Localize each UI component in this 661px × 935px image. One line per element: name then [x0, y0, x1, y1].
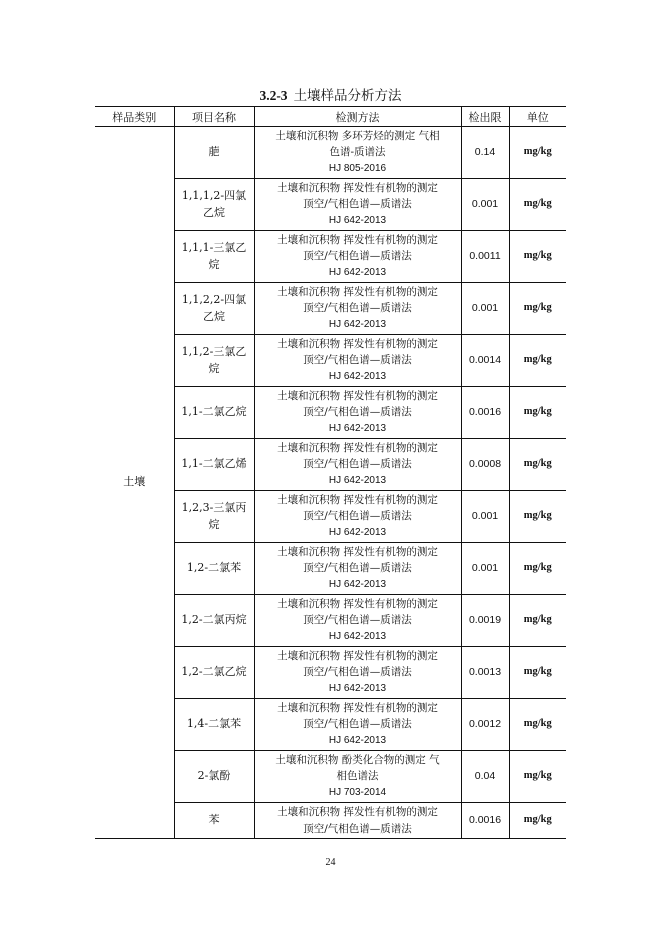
- unit-cell: mg/kg: [509, 647, 566, 699]
- detection-limit-cell: 0.0011: [461, 231, 509, 283]
- header-sample-type: 样品类别: [95, 107, 174, 127]
- detection-limit-cell: 0.0016: [461, 387, 509, 439]
- method-cell: [254, 127, 461, 179]
- method-line: 土壤和沉积物 挥发性有机物的测定: [277, 285, 438, 298]
- detection-limit-cell: 0.001: [461, 491, 509, 543]
- detection-limit-cell: 0.14: [461, 127, 509, 179]
- item-name-cell: [174, 283, 254, 335]
- item-name-line: 1,1-二氯乙烯: [181, 457, 247, 471]
- table-number: 3.2-3: [259, 88, 288, 103]
- item-name-line: 烷: [208, 517, 220, 531]
- unit-cell: mg/kg: [509, 595, 566, 647]
- item-name-cell: [174, 335, 254, 387]
- method-cell: [254, 751, 461, 803]
- method-cell: [254, 231, 461, 283]
- method-line: 顶空/气相色谱—质谱法: [303, 614, 412, 627]
- item-name-line: 1,2-二氯苯: [186, 561, 242, 575]
- item-name-cell: [174, 387, 254, 439]
- detection-limit-cell: 0.001: [461, 543, 509, 595]
- item-name-line: 乙烷: [203, 205, 225, 219]
- table-header-row: [95, 107, 566, 127]
- item-name-line: 萉: [208, 145, 220, 159]
- detection-limit-cell: 0.04: [461, 751, 509, 803]
- detection-limit-cell: 0.001: [461, 283, 509, 335]
- method-standard-code: HJ 642-2013: [328, 422, 387, 434]
- method-standard-code: HJ 642-2013: [328, 474, 387, 486]
- detection-limit-cell: 0.001: [461, 179, 509, 231]
- unit-cell: mg/kg: [509, 127, 566, 179]
- method-line: 顶空/气相色谱—质谱法: [303, 718, 412, 731]
- table-body: [95, 127, 566, 839]
- method-line: 土壤和沉积物 挥发性有机物的测定: [277, 545, 438, 558]
- unit-cell: mg/kg: [509, 751, 566, 803]
- method-line: 顶空/气相色谱—质谱法: [303, 302, 412, 315]
- method-line: 顶空/气相色谱—质谱法: [303, 666, 412, 679]
- item-name-line: 1,1,1-三氯乙: [181, 241, 247, 254]
- item-name-line: 1,1,2-三氯乙: [181, 345, 247, 358]
- method-cell: [254, 595, 461, 647]
- method-line: 顶空/气相色谱—质谱法: [303, 562, 412, 575]
- detection-limit-cell: 0.0016: [461, 803, 509, 839]
- table-title: [0, 84, 661, 104]
- method-cell: [254, 699, 461, 751]
- item-name-line: 1,1,2,2-四氯: [181, 293, 247, 306]
- detection-limit-cell: 0.0019: [461, 595, 509, 647]
- item-name-line: 烷: [208, 361, 220, 375]
- method-line: 相色谱法: [336, 770, 379, 783]
- method-standard-code: HJ 642-2013: [328, 682, 387, 694]
- item-name-line: 2-氯酚: [197, 769, 231, 783]
- method-line: 顶空/气相色谱—质谱法: [303, 822, 412, 835]
- item-name-line: 苯: [208, 813, 220, 827]
- unit-cell: mg/kg: [509, 543, 566, 595]
- unit-cell: mg/kg: [509, 283, 566, 335]
- detection-limit-cell: 0.0014: [461, 335, 509, 387]
- method-line: 顶空/气相色谱—质谱法: [303, 510, 412, 523]
- item-name-line: 烷: [208, 257, 220, 271]
- method-line: 顶空/气相色谱—质谱法: [303, 458, 412, 471]
- table-row: [95, 127, 566, 179]
- method-line: 土壤和沉积物 挥发性有机物的测定: [277, 389, 438, 402]
- method-line: 土壤和沉积物 挥发性有机物的测定: [277, 181, 438, 194]
- method-line: 土壤和沉积物 多环芳烃的测定 气相: [275, 129, 440, 142]
- method-line: 顶空/气相色谱—质谱法: [303, 406, 412, 419]
- unit-cell: mg/kg: [509, 335, 566, 387]
- header-item-name: 项目名称: [174, 107, 254, 127]
- method-cell: [254, 803, 461, 839]
- method-standard-code: HJ 642-2013: [328, 266, 387, 278]
- method-cell: [254, 387, 461, 439]
- analysis-methods-table: [95, 106, 566, 839]
- method-standard-code: HJ 703-2014: [328, 786, 387, 798]
- method-line: 土壤和沉积物 挥发性有机物的测定: [277, 597, 438, 610]
- item-name-cell: [174, 439, 254, 491]
- method-standard-code: HJ 642-2013: [328, 578, 387, 590]
- method-line: 色谱-质谱法: [329, 146, 386, 159]
- header-limit: 检出限: [461, 107, 509, 127]
- method-cell: [254, 491, 461, 543]
- detection-limit-cell: 0.0008: [461, 439, 509, 491]
- method-line: 土壤和沉积物 挥发性有机物的测定: [277, 493, 438, 506]
- item-name-cell: [174, 647, 254, 699]
- unit-cell: mg/kg: [509, 179, 566, 231]
- page-number: 24: [325, 857, 336, 868]
- method-line: 土壤和沉积物 挥发性有机物的测定: [277, 806, 438, 818]
- table-caption: 土壤样品分析方法: [293, 88, 402, 104]
- method-cell: [254, 439, 461, 491]
- method-standard-code: HJ 642-2013: [328, 370, 387, 382]
- method-standard-code: HJ 642-2013: [328, 214, 387, 226]
- method-standard-code: HJ 642-2013: [328, 526, 387, 538]
- detection-limit-cell: 0.0012: [461, 699, 509, 751]
- method-cell: [254, 335, 461, 387]
- item-name-cell: [174, 231, 254, 283]
- item-name-line: 乙烷: [203, 309, 225, 323]
- unit-cell: mg/kg: [509, 491, 566, 543]
- item-name-line: 1,2,3-三氯丙: [181, 501, 247, 514]
- method-line: 土壤和沉积物 挥发性有机物的测定: [277, 701, 438, 714]
- sample-type-cell: 土壤: [95, 127, 174, 839]
- detection-limit-cell: 0.0013: [461, 647, 509, 699]
- method-standard-code: HJ 642-2013: [328, 630, 387, 642]
- item-name-cell: [174, 179, 254, 231]
- unit-cell: mg/kg: [509, 387, 566, 439]
- item-name-cell: [174, 751, 254, 803]
- item-name-cell: [174, 595, 254, 647]
- method-line: 土壤和沉积物 挥发性有机物的测定: [277, 337, 438, 350]
- item-name-line: 1,4-二氯苯: [186, 717, 242, 731]
- unit-cell: mg/kg: [509, 803, 566, 839]
- item-name-cell: [174, 127, 254, 179]
- item-name-line: 1,1,1,2-四氯: [181, 189, 247, 202]
- unit-cell: mg/kg: [509, 231, 566, 283]
- item-name-cell: [174, 699, 254, 751]
- unit-cell: mg/kg: [509, 699, 566, 751]
- method-line: 土壤和沉积物 挥发性有机物的测定: [277, 233, 438, 246]
- unit-cell: mg/kg: [509, 439, 566, 491]
- item-name-line: 1,1-二氯乙烷: [181, 405, 247, 419]
- method-cell: [254, 543, 461, 595]
- method-cell: [254, 647, 461, 699]
- method-cell: [254, 283, 461, 335]
- method-line: 顶空/气相色谱—质谱法: [303, 250, 412, 263]
- item-name-cell: [174, 491, 254, 543]
- method-cell: [254, 179, 461, 231]
- method-line: 顶空/气相色谱—质谱法: [303, 198, 412, 211]
- method-standard-code: HJ 805-2016: [328, 162, 387, 174]
- method-line: 土壤和沉积物 挥发性有机物的测定: [277, 441, 438, 454]
- header-unit: 单位: [509, 107, 566, 127]
- item-name-cell: [174, 803, 254, 839]
- item-name-line: 1,2-二氯丙烷: [181, 613, 247, 627]
- method-standard-code: HJ 642-2013: [328, 734, 387, 746]
- method-standard-code: HJ 642-2013: [328, 318, 387, 330]
- item-name-cell: [174, 543, 254, 595]
- header-method: 检测方法: [254, 107, 461, 127]
- item-name-line: 1,2-二氯乙烷: [181, 665, 247, 679]
- method-line: 顶空/气相色谱—质谱法: [303, 354, 412, 367]
- method-line: 土壤和沉积物 酚类化合物的测定 气: [275, 753, 440, 766]
- method-line: 土壤和沉积物 挥发性有机物的测定: [277, 649, 438, 662]
